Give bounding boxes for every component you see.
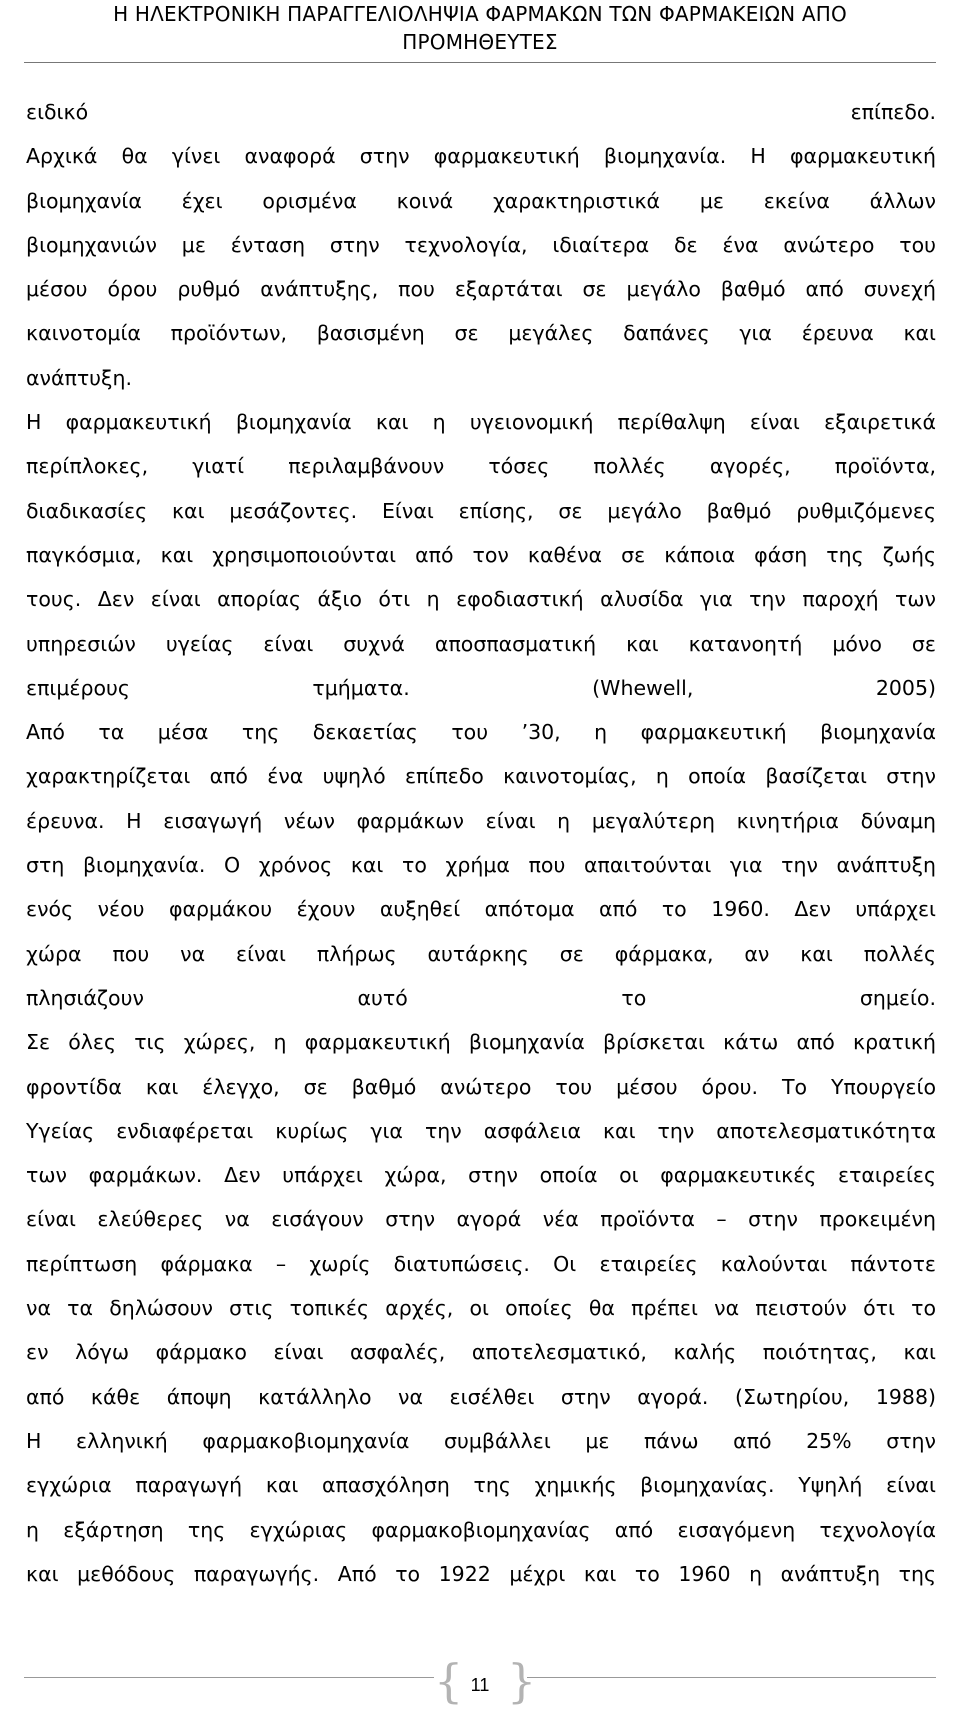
text-line: η εξάρτηση της εγχώριας φαρμακοβιομηχανίας από εισαγόμενη τεχνολογία xyxy=(26,1517,936,1542)
text-line: Από τα μέσα της δεκαετίας του ’30, η φαρμακευτική βιομηχανία xyxy=(26,720,936,745)
text-line: μέσου όρου ρυθμό ανάπτυξης, που εξαρτάται σε μεγάλο βαθμό από συνεχή xyxy=(26,277,936,302)
text-line: πλησιάζουν αυτό το σημείο. xyxy=(26,985,936,1010)
text-line: από κάθε άποψη κατάλληλο να εισέλθει στην αγορά. (Σωτηρίου, 1988) xyxy=(26,1384,936,1409)
text-line: ενός νέου φαρμάκου έχουν αυξηθεί απότομα από το 1960. Δεν υπάρχει xyxy=(26,897,936,922)
text-line: των φαρμάκων. Δεν υπάρχει χώρα, στην οποία οι φαρμακευτικές εταιρείες xyxy=(26,1163,936,1188)
running-header xyxy=(24,0,936,56)
text-line: επιμέρους τμήματα. (Whewell, 2005) xyxy=(26,675,936,700)
text-line: βιομηχανιών με ένταση στην τεχνολογία, ιδιαίτερα δε ένα ανώτερο του xyxy=(26,232,936,257)
text-line: υπηρεσιών υγείας είναι συχνά αποσπασματική και κατανοητή μόνο σε xyxy=(26,631,936,656)
text-line: περίπλοκες, γιατί περιλαμβάνουν τόσες πολλές αγορές, προϊόντα, xyxy=(26,454,936,479)
text-line: να τα δηλώσουν στις τοπικές αρχές, οι οποίες θα πρέπει να πειστούν ότι το xyxy=(26,1296,936,1321)
text-line: Αρχικά θα γίνει αναφορά στην φαρμακευτική βιομηχανία. Η φαρμακευτική xyxy=(26,144,936,169)
text-line: Υγείας ενδιαφέρεται κυρίως για την ασφάλεια και την αποτελεσματικότητα xyxy=(26,1118,936,1143)
text-line: ειδικό επίπεδο. xyxy=(26,100,936,124)
text-line: και μεθόδους παραγωγής. Από το 1922 μέχρι και το 1960 η ανάπτυξη της xyxy=(26,1561,936,1586)
text-line: έρευνα. Η εισαγωγή νέων φαρμάκων είναι η μεγαλύτερη κινητήρια δύναμη xyxy=(26,808,936,833)
header-title-line-1: Η ΗΛΕΚΤΡΟΝΙΚΗ ΠΑΡΑΓΓΕΛΙΟΛΗΨΙΑ ΦΑΡΜΑΚΩΝ ΤΩΝ ΦΑΡΜΑΚΕΙΩΝ ΑΠΟ xyxy=(113,2,847,26)
footer-divider-left xyxy=(24,1677,434,1678)
text-line: Σε όλες τις χώρες, η φαρμακευτική βιομηχανία βρίσκεται κάτω από κρατική xyxy=(26,1030,936,1055)
text-line: φροντίδα και έλεγχο, σε βαθμό ανώτερο του μέσου όρου. Το Υπουργείο xyxy=(26,1074,936,1099)
text-line: τους. Δεν είναι απορίας άξιο ότι η εφοδιαστική αλυσίδα για την παροχή των xyxy=(26,587,936,612)
page-footer xyxy=(0,1654,960,1710)
text-line: εγχώρια παραγωγή και απασχόληση της χημικής βιομηχανίας. Υψηλή είναι xyxy=(26,1473,936,1498)
text-line: Η φαρμακευτική βιομηχανία και η υγειονομική περίθαλψη είναι εξαιρετικά xyxy=(26,410,936,435)
header-divider xyxy=(24,62,936,63)
text-line: χώρα που να είναι πλήρως αυτάρκης σε φάρμακα, αν και πολλές xyxy=(26,941,936,966)
text-line: περίπτωση φάρμακα – χωρίς διατυπώσεις. Οι εταιρείες καλούνται πάντοτε xyxy=(26,1251,936,1276)
text-line: είναι ελεύθερες να εισάγουν στην αγορά νέα προϊόντα – στην προκειμένη xyxy=(26,1207,936,1232)
text-line: καινοτομία προϊόντων, βασισμένη σε μεγάλες δαπάνες για έρευνα και xyxy=(26,321,936,346)
header-title-line-2: ΠΡΟΜΗΘΕΥΤΕΣ xyxy=(402,30,558,54)
right-brace-icon: } xyxy=(507,1654,537,1708)
text-line: βιομηχανία έχει ορισμένα κοινά χαρακτηριστικά με εκείνα άλλων xyxy=(26,188,936,213)
text-line: ανάπτυξη. xyxy=(26,365,132,390)
body-text xyxy=(26,90,936,1596)
footer-divider-right xyxy=(527,1677,936,1678)
text-line: στη βιομηχανία. Ο χρόνος και το χρήμα που απαιτούνται για την ανάπτυξη xyxy=(26,853,936,878)
left-brace-icon: { xyxy=(434,1654,464,1708)
page-number: 11 xyxy=(470,1675,490,1695)
text-line: εν λόγω φάρμακο είναι ασφαλές, αποτελεσματικό, καλής ποιότητας, και xyxy=(26,1340,936,1365)
text-line: διαδικασίες και μεσάζοντες. Είναι επίσης, σε μεγάλο βαθμό ρυθμιζόμενες xyxy=(26,498,936,523)
text-line: παγκόσμια, και χρησιμοποιούνται από τον καθένα σε κάποια φάση της ζωής xyxy=(26,542,936,567)
text-line: Η ελληνική φαρμακοβιομηχανία συμβάλλει με πάνω από 25% στην xyxy=(26,1428,936,1453)
text-line: χαρακτηρίζεται από ένα υψηλό επίπεδο καινοτομίας, η οποία βασίζεται στην xyxy=(26,764,936,789)
